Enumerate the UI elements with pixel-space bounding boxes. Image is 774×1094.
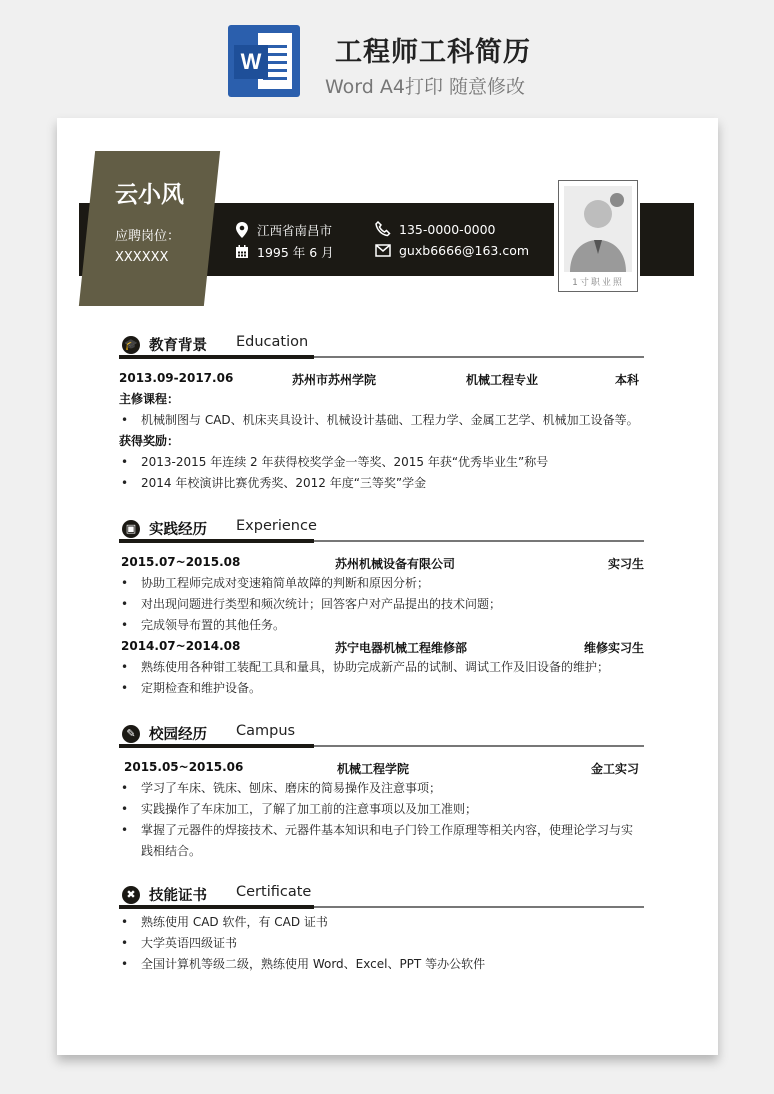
campus-period: 2015.05~2015.06 <box>124 760 244 774</box>
email-text: guxb6666@163.com <box>399 243 530 258</box>
list-item: • 大学英语四级证书 <box>119 933 644 954</box>
campus-role: 金工实习 <box>591 762 640 776</box>
job-row <box>119 636 644 657</box>
job-duties <box>119 657 644 699</box>
list-item: • 完成领导布置的其他任务。 <box>119 615 644 636</box>
list-item: • 实践操作了车床加工，了解了加工前的注意事项以及加工准则； <box>119 799 644 820</box>
list-item: • 学习了车床、铣床、刨床、磨床的简易操作及注意事项； <box>119 778 644 799</box>
courses-list <box>119 410 644 431</box>
resume-page <box>57 118 718 1055</box>
list-item: • 掌握了元器件的焊接技术、元器件基本知识和电子门铃工作原理等相关内容，使理论学习与实践相结合。 <box>119 820 644 862</box>
list-item: • 协助工程师完成对变速箱简单故障的判断和原因分析； <box>119 573 644 594</box>
location-info <box>235 221 332 239</box>
list-item: • 定期检查和维护设备。 <box>119 678 644 699</box>
section-title-en: Education <box>236 334 309 350</box>
section-header <box>119 882 644 908</box>
list-item: • 熟练使用 CAD 软件，有 CAD 证书 <box>119 912 644 933</box>
list-item: • 2014 年校演讲比赛优秀奖、2012 年度“三等奖”学金 <box>119 473 644 494</box>
courses-label: 主修课程： <box>119 392 180 406</box>
education-major: 机械工程专业 <box>466 373 539 387</box>
section-skills <box>119 882 644 975</box>
briefcase-icon: ▣ <box>122 520 140 538</box>
location-pin-icon <box>235 222 249 238</box>
profile-photo <box>558 180 638 292</box>
campus-org: 机械工程学院 <box>337 762 410 776</box>
email-info <box>375 243 529 258</box>
candidate-name: 云小风 <box>115 182 184 208</box>
list-item: • 熟练使用各种钳工装配工具和量具，协助完成新产品的试制、调试工作及旧设备的维护； <box>119 657 644 678</box>
graduation-cap-icon: 🎓 <box>122 336 140 354</box>
tools-icon: ✖ <box>122 886 140 904</box>
job-company: 苏州机械设备有限公司 <box>335 557 456 571</box>
word-icon: W <box>228 25 300 97</box>
skills-list <box>119 912 644 975</box>
position-label: 应聘岗位： <box>115 229 181 244</box>
avatar-placeholder-icon <box>564 186 632 272</box>
section-title-cn: 实践经历 <box>149 522 207 538</box>
section-header <box>119 516 644 542</box>
job-period: 2015.07~2015.08 <box>121 555 241 569</box>
section-title-cn: 校园经历 <box>149 727 207 743</box>
education-school: 苏州市苏州学院 <box>292 373 377 387</box>
section-title-cn: 教育背景 <box>149 338 207 354</box>
email-icon <box>375 244 391 257</box>
education-degree: 本科 <box>615 373 640 387</box>
calendar-icon <box>235 245 249 259</box>
location-text: 江西省南昌市 <box>257 223 333 238</box>
phone-icon <box>375 221 391 237</box>
photo-caption: 1寸职业照 <box>572 278 624 288</box>
section-title-en: Certificate <box>236 884 312 900</box>
section-title-en: Experience <box>236 518 317 534</box>
job-role: 维修实习生 <box>584 641 645 655</box>
education-row <box>119 368 644 389</box>
list-item: • 2013-2015 年连续 2 年获得校奖学金一等奖、2015 年获“优秀毕业生”称号 <box>119 452 644 473</box>
phone-info <box>375 221 496 237</box>
campus-row <box>119 757 644 778</box>
section-header <box>119 332 644 358</box>
list-item: • 对出现问题进行类型和频次统计；回答客户对产品提出的技术问题； <box>119 594 644 615</box>
section-title-en: Campus <box>236 723 296 739</box>
edit-icon: ✎ <box>122 725 140 743</box>
section-education <box>119 332 644 494</box>
awards-label: 获得奖励： <box>119 434 180 448</box>
job-period: 2014.07~2014.08 <box>121 639 241 653</box>
section-title-cn: 技能证书 <box>149 888 207 904</box>
top-banner <box>0 0 774 110</box>
banner-subtitle: Word A4打印 随意修改 <box>325 76 526 98</box>
job-role: 实习生 <box>608 557 645 571</box>
birth-text: 1995 年 6 月 <box>257 245 334 260</box>
education-period: 2013.09-2017.06 <box>119 371 234 385</box>
section-campus <box>119 721 644 862</box>
position-value: XXXXXX <box>115 250 169 265</box>
job-company: 苏宁电器机械工程维修部 <box>335 641 468 655</box>
section-header <box>119 721 644 747</box>
list-item: • 机械制图与 CAD、机床夹具设计、机械设计基础、工程力学、金属工艺学、机械加工设备等。 <box>119 410 644 431</box>
job-row <box>119 552 644 573</box>
awards-list <box>119 452 644 494</box>
header-bar-right <box>640 203 694 276</box>
birth-info <box>235 243 334 261</box>
banner-title: 工程师工科简历 <box>335 37 531 68</box>
list-item: • 全国计算机等级二级，熟练使用 Word、Excel、PPT 等办公软件 <box>119 954 644 975</box>
phone-text: 135-0000-0000 <box>399 221 496 237</box>
campus-items <box>119 778 644 862</box>
job-duties <box>119 573 644 636</box>
section-experience <box>119 516 644 699</box>
